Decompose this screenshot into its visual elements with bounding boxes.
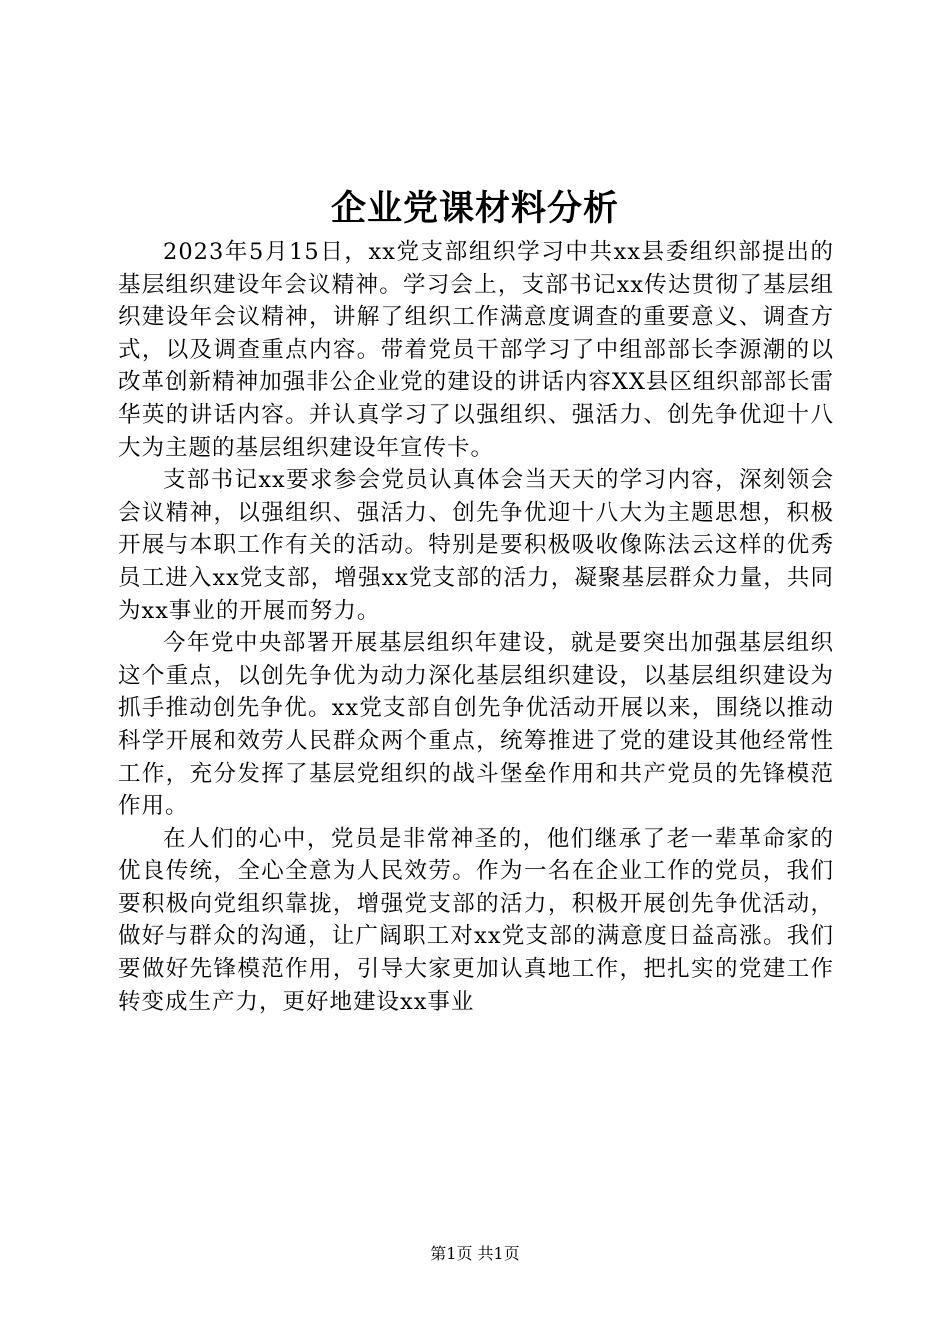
document-title: 企业党课材料分析: [330, 188, 619, 229]
paragraph-2: 支部书记xx要求参会党员认真体会当天天的学习内容，深刻领会会议精神，以强组织、强活力、创先争优迎十八大为主题思想，积极开展与本职工作有关的活动。特别是要积极吸收像陈法云这样的优秀员工进入xx党支部，增强xx党支部的活力，凝聚基层群众力量，共同为xx事业的开展而努力。: [118, 467, 834, 624]
document-body: [118, 236, 834, 1018]
paragraph-1: 2023年5月15日，xx党支部组织学习中共xx县委组织部提出的基层组织建设年会议精神。学习会上，支部书记xx传达贯彻了基层组织建设年会议精神，讲解了组织工作满意度调查的重要意义、调查方式，以及调查重点内容。带着党员干部学习了中组部部长李源潮的以改革创新精神加强非公企业党的建设的讲话内容XX县区组织部部长雷华英的讲话内容。并认真学习了以强组织、强活力、创先争优迎十八大为主题的基层组织建设年宣传卡。: [118, 239, 834, 461]
paragraph-3: 今年党中央部署开展基层组织年建设，就是要突出加强基层组织这个重点，以创先争优为动力深化基层组织建设，以基层组织建设为抓手推动创先争优。xx党支部自创先争优活动开展以来，围绕以推动科学开展和效劳人民群众两个重点，统筹推进了党的建设其他经常性工作，充分发挥了基层党组织的战斗堡垒作用和共产党员的先锋模范作用。: [118, 630, 834, 820]
page-footer: 第1页 共1页: [430, 1244, 520, 1263]
paragraph-4: 在人们的心中，党员是非常神圣的，他们继承了老一辈革命家的优良传统，全心全意为人民效劳。作为一名在企业工作的党员，我们要积极向党组织靠拢，增强党支部的活力，积极开展创先争优活动，做好与群众的沟通，让广阔职工对xx党支部的满意度日益高涨。我们要做好先锋模范作用，引导大家更加认真地工作，把扎实的党建工作转变成生产力，更好地建设xx事业: [118, 825, 834, 1015]
